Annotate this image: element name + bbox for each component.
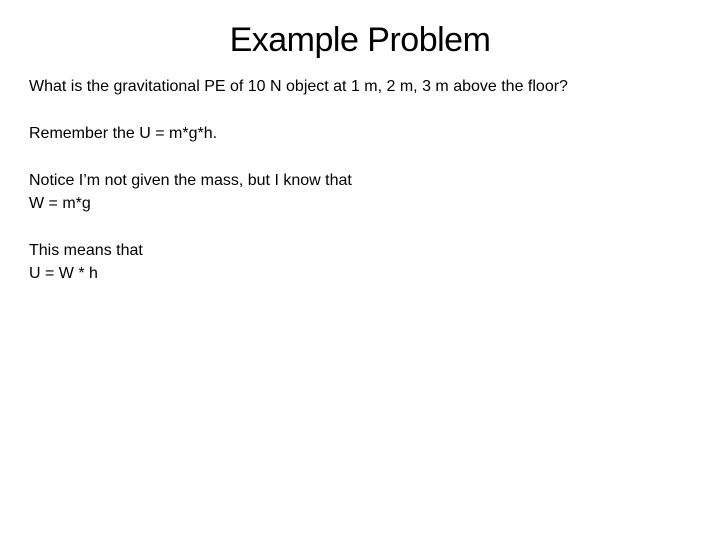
slide-title: Example Problem bbox=[229, 21, 491, 59]
weight-formula: W = m*g bbox=[29, 195, 91, 212]
slide-body bbox=[29, 75, 699, 285]
question-text: What is the gravitational PE of 10 N object at 1 m, 2 m, 3 m above the floor? bbox=[29, 78, 568, 95]
remember-text: Remember the U = m*g*h. bbox=[29, 125, 218, 142]
result-formula: U = W * h bbox=[29, 265, 98, 282]
spacer bbox=[29, 98, 699, 122]
spacer bbox=[29, 215, 699, 239]
means-text: This means that bbox=[29, 242, 143, 259]
notice-text: Notice I’m not given the mass, but I know that bbox=[29, 172, 352, 189]
spacer bbox=[29, 145, 699, 169]
